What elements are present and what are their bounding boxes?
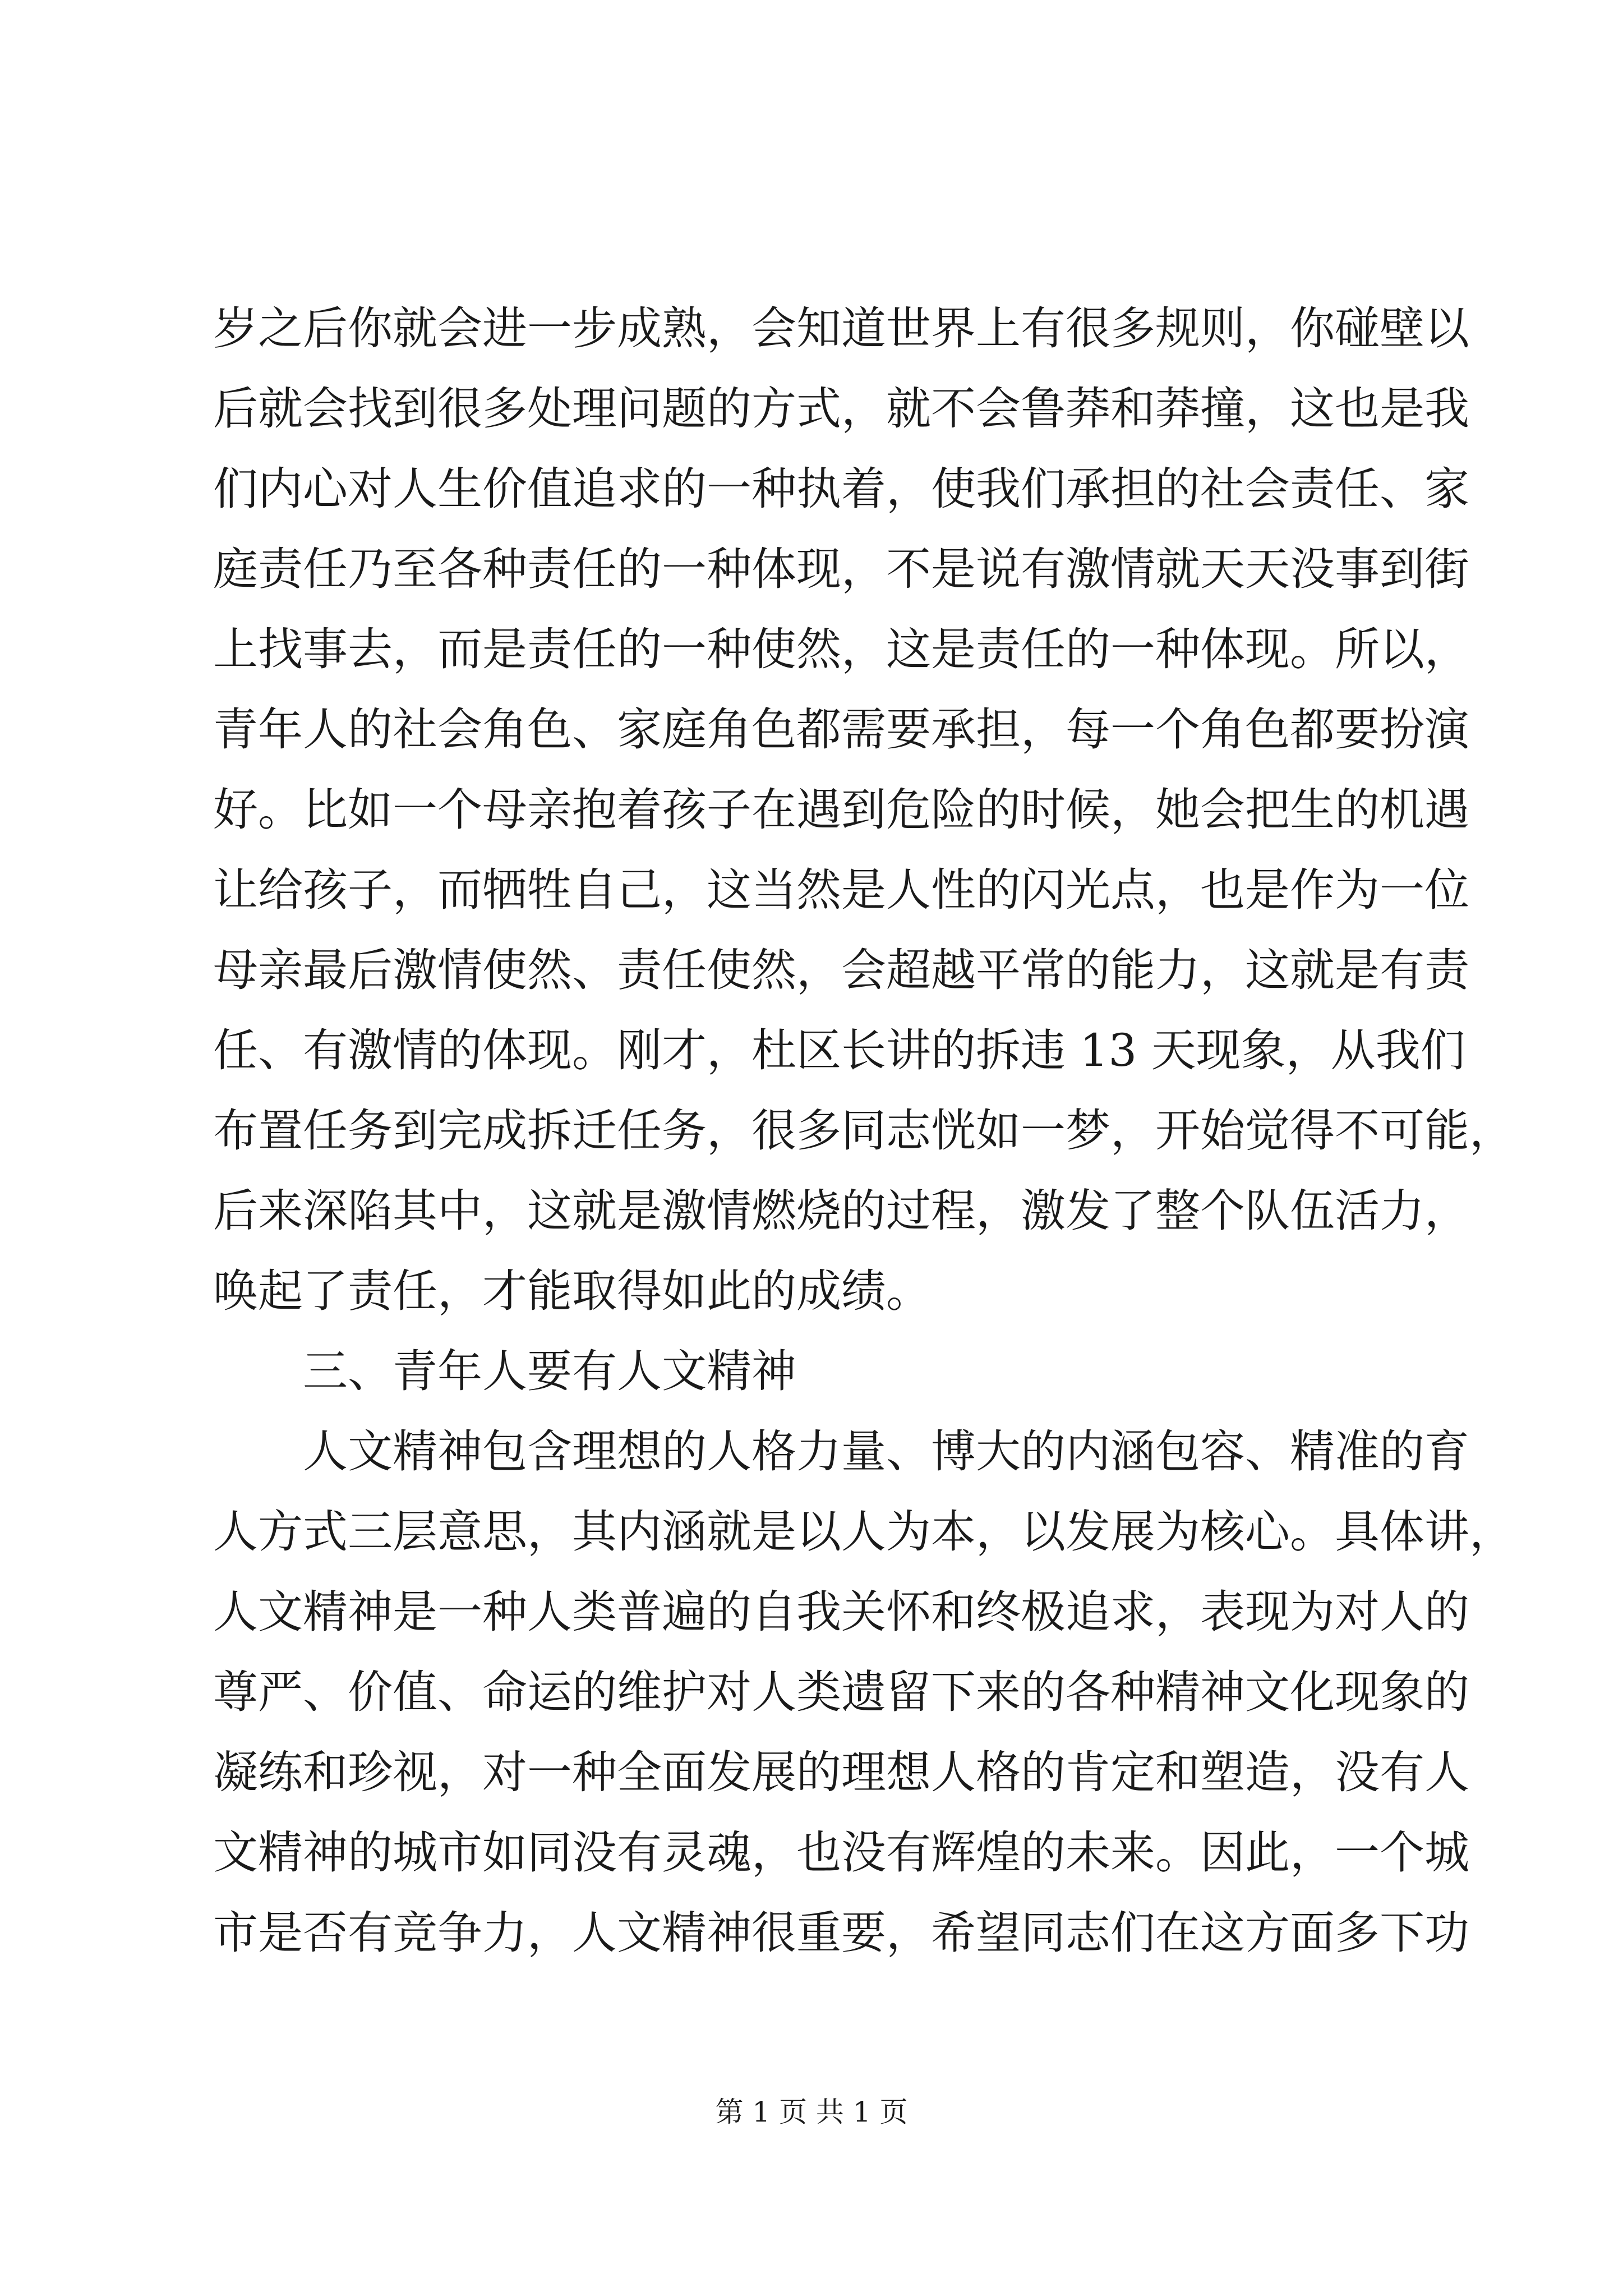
text-line: 凝练和珍视，对一种全面发展的理想人格的肯定和塑造，没有人 <box>213 1746 1469 1798</box>
text-line: 好。比如一个母亲抱着孩子在遇到危险的时候，她会把生的机遇 <box>213 784 1469 836</box>
page-footer: 第 1 页 共 1 页 <box>715 2096 908 2128</box>
text-line: 布置任务到完成拆迁任务，很多同志恍如一梦，开始觉得不可能， <box>213 1105 1514 1157</box>
text-line: 文精神的城市如同没有灵魂，也没有辉煌的未来。因此，一个城 <box>213 1826 1469 1879</box>
text-line: 唤起了责任，才能取得如此的成绩。 <box>213 1265 931 1317</box>
text-line: 尊严、价值、命运的维护对人类遗留下来的各种精神文化现象的 <box>213 1666 1469 1718</box>
text-line: 市是否有竞争力，人文精神很重要，希望同志们在这方面多下功 <box>213 1907 1469 1959</box>
text-line: 任、有激情的体现。刚才，杜区长讲的拆违 13 天现象，从我们 <box>213 1024 1465 1076</box>
text-line: 上找事去，而是责任的一种使然，这是责任的一种体现。所以， <box>213 623 1469 675</box>
text-line: 人方式三层意思，其内涵就是以人为本，以发展为核心。具体讲， <box>213 1506 1514 1558</box>
text-line: 庭责任乃至各种责任的一种体现，不是说有激情就天天没事到街 <box>213 543 1469 595</box>
text-line: 青年人的社会角色、家庭角色都需要承担，每一个角色都要扮演 <box>213 703 1469 756</box>
text-line: 母亲最后激情使然、责任使然，会超越平常的能力，这就是有责 <box>213 944 1469 996</box>
section-heading: 三、青年人要有人文精神 <box>303 1345 796 1397</box>
text-line: 后就会找到很多处理问题的方式，就不会鲁莽和莽撞，这也是我 <box>213 383 1469 435</box>
text-line: 后来深陷其中，这就是激情燃烧的过程，激发了整个队伍活力， <box>213 1185 1469 1237</box>
text-line: 们内心对人生价值追求的一种执着，使我们承担的社会责任、家 <box>213 463 1469 515</box>
text-line: 人文精神是一种人类普遍的自我关怀和终极追求，表现为对人的 <box>213 1586 1469 1638</box>
text-line: 岁之后你就会进一步成熟，会知道世界上有很多规则，你碰壁以 <box>213 302 1469 355</box>
text-line: 人文精神包含理想的人格力量、博大的内涵包容、精准的育 <box>303 1425 1469 1478</box>
text-line: 让给孩子，而牺牲自己，这当然是人性的闪光点，也是作为一位 <box>213 864 1469 916</box>
